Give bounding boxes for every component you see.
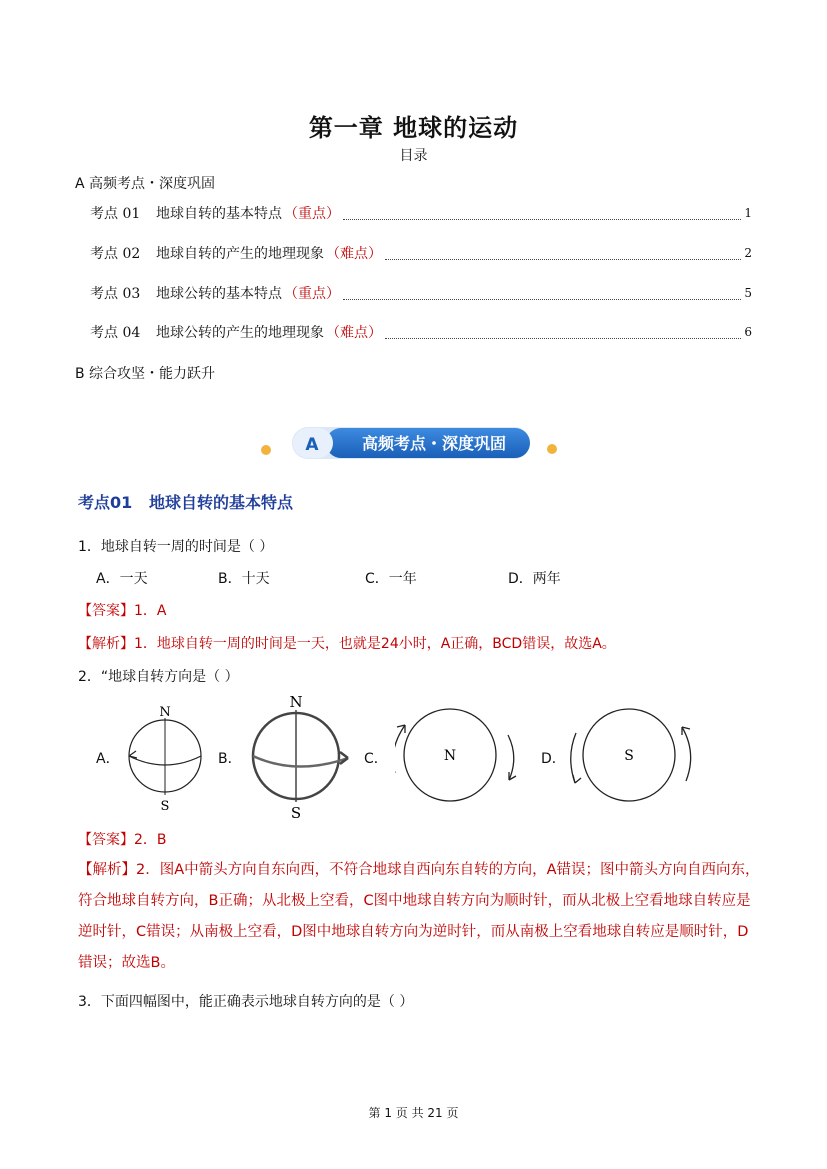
globe-b-diagram[interactable] (243, 690, 358, 822)
toc-leader (385, 247, 741, 260)
toc-item[interactable] (90, 322, 752, 342)
question-1-analysis (78, 633, 616, 653)
toc-item-page: 1 (744, 206, 752, 220)
toc-item-text: 地球自转的基本特点 (156, 206, 282, 222)
question-2-label-b[interactable]: B． (218, 751, 242, 767)
toc-leader (343, 287, 741, 300)
question-2-label-a[interactable]: A． (96, 751, 120, 767)
toc-item-code: 考点 02 (90, 246, 141, 262)
analysis-line: 【解析】2．图A中箭头方向自东向西，不符合地球自西向东自转的方向，A错误；图中箭头方向自西向东， (78, 862, 760, 878)
analysis-label: 【解析】 (78, 636, 134, 652)
question-1-option-b[interactable]: B．十天 (218, 571, 270, 587)
question-1-option-a[interactable]: A．一天 (96, 571, 148, 587)
toc-item-tag: （重点） (284, 206, 340, 222)
question-2-label-d[interactable]: D． (541, 751, 566, 767)
south-label: S (290, 804, 302, 822)
globe-d-diagram[interactable] (566, 705, 701, 805)
banner-right-dot (547, 444, 557, 454)
toc-item-code: 考点 01 (90, 206, 141, 222)
toc-item-text: 地球公转的基本特点 (156, 286, 282, 302)
toc-item-tag: （重点） (284, 286, 340, 302)
equator-arrow-path (253, 756, 348, 767)
question-3-stem: 3．下面四幅图中，能正确表示地球自转方向的是（ ） (78, 994, 414, 1010)
question-1-option-c[interactable]: C．一年 (365, 571, 417, 587)
question-1-stem: 1．地球自转一周的时间是（ ） (78, 539, 274, 555)
toc-item-page: 2 (744, 246, 752, 260)
question-1-option-d[interactable]: D．两年 (508, 571, 561, 587)
question-2-analysis (78, 855, 768, 979)
question-1-answer: 【答案】1．A (78, 603, 167, 619)
toc-section-a[interactable]: A 高频考点・深度巩固 (75, 176, 216, 192)
toc-item-code: 考点 04 (90, 325, 141, 341)
toc-item[interactable] (90, 243, 752, 263)
banner-left-dot (261, 445, 271, 455)
page-title: 第一章 地球的运动 (308, 114, 519, 142)
kaodian-heading (78, 490, 293, 513)
toc-item-tag: （难点） (326, 246, 382, 262)
arrow-path-left (395, 725, 405, 773)
arrow-head (340, 752, 348, 764)
page-footer: 第 1 页 共 21 页 (368, 1106, 459, 1120)
question-2-stem: 2．“地球自转方向是（ ） (78, 669, 239, 685)
toc-item-text: 地球自转的产生的地理现象 (156, 246, 324, 262)
question-2-answer: 【答案】2．B (78, 832, 167, 848)
kaodian-title: 地球自转的基本特点 (149, 493, 294, 512)
globe-a-diagram[interactable] (115, 700, 215, 812)
question-2-label-c[interactable]: C． (364, 751, 388, 767)
toc-heading: 目录 (399, 148, 428, 164)
analysis-line: 错误；故选B。 (78, 955, 175, 971)
analysis-line: 符合地球自转方向，B正确；从北极上空看，C图中地球自转方向为顺时针，而从北极上空看地球自转应是 (78, 893, 751, 909)
toc-item[interactable] (90, 203, 752, 223)
analysis-line: 逆时针，C错误；从南极上空看，D图中地球自转方向为逆时针，而从南极上空看地球自转应是顺时针，D (78, 924, 749, 940)
toc-item-text: 地球公转的产生的地理现象 (156, 325, 324, 341)
banner-letter: A (305, 435, 319, 455)
toc-item-page: 6 (744, 325, 752, 339)
toc-item-page: 5 (744, 286, 752, 300)
section-banner (200, 420, 630, 470)
pole-label: N (443, 748, 457, 764)
toc-section-b[interactable]: B 综合攻坚・能力跃升 (75, 366, 216, 382)
north-label: N (289, 693, 303, 711)
globe-c-diagram[interactable] (395, 705, 525, 805)
north-label: N (159, 705, 171, 720)
toc-leader (343, 207, 741, 220)
toc-item-code: 考点 03 (90, 286, 141, 302)
pole-label: S (624, 748, 634, 764)
toc-item-tag: （难点） (326, 325, 382, 341)
kaodian-code: 考点01 (78, 493, 133, 512)
toc-leader (385, 326, 741, 339)
south-label: S (160, 799, 170, 812)
arrow-head (573, 775, 581, 783)
banner-text: 高频考点・深度巩固 (361, 434, 507, 453)
arrow-path-right (682, 727, 691, 781)
analysis-label: 【解析】 (78, 862, 136, 878)
analysis-text: 1．地球自转一周的时间是一天，也就是24小时，A正确，BCD错误，故选A。 (134, 636, 616, 652)
toc-item[interactable] (90, 283, 752, 303)
